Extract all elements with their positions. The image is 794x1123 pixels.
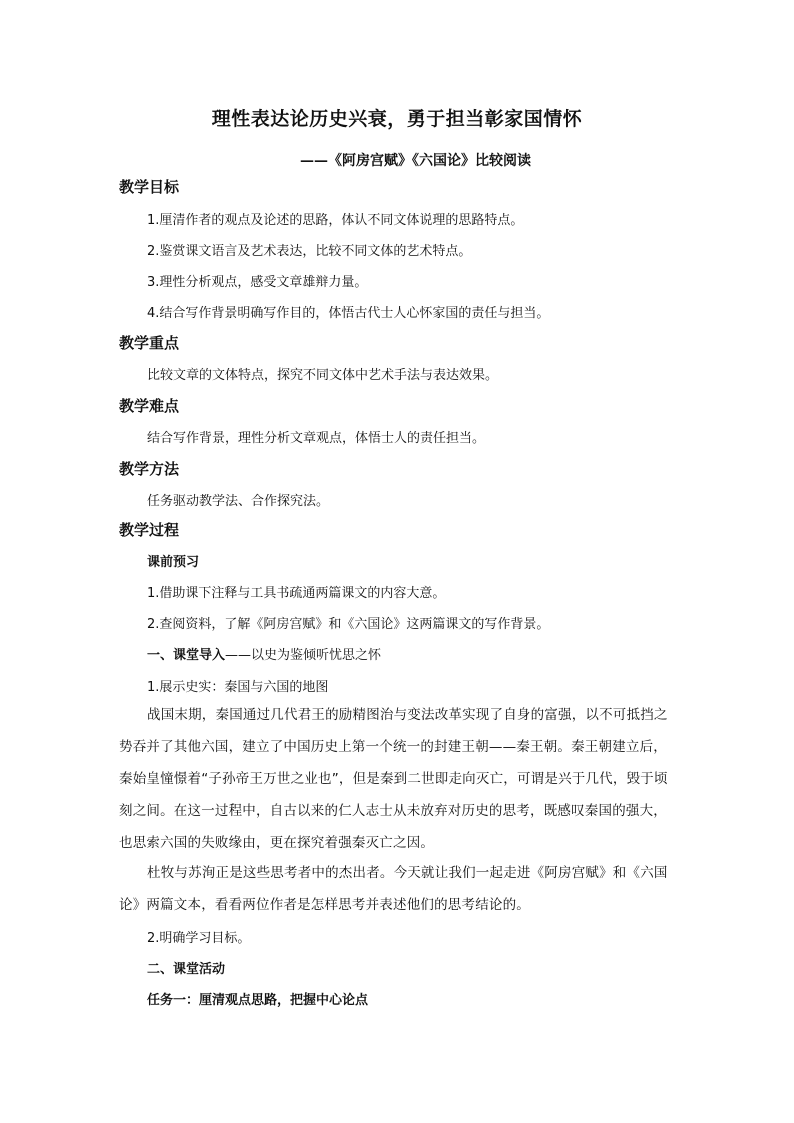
goals-heading: 教学目标: [119, 178, 180, 196]
methods-text: 任务驱动教学法、合作探究法。: [147, 494, 330, 509]
document-title: 理性表达论历史兴衰，勇于担当彰家国情怀: [211, 108, 583, 130]
task-heading: 任务一：厘清观点思路，把握中心论点: [147, 993, 369, 1008]
intro-heading-bold: 一、课堂导入: [147, 648, 226, 663]
intro-heading: [147, 644, 381, 663]
difficulties-text: 结合写作背景，理性分析文章观点，体悟士人的责任担当。: [147, 431, 486, 446]
goal-item: 4.结合写作背景明确写作目的，体悟古代士人心怀家国的责任与担当。: [147, 306, 550, 321]
goal-review-item: 2.明确学习目标。: [147, 931, 251, 946]
key-points-text: 比较文章的文体特点，探究不同文体中艺术手法与表达效果。: [147, 368, 499, 383]
activity-heading: 二、课堂活动: [147, 962, 226, 977]
intro-paragraph: 杜牧与苏洵正是这些思考者中的杰出者。今天就让我们一起走进《阿房宫赋》和《六国论》两篇文本，看看两位作者是怎样思考并表述他们的思考结论的。: [119, 865, 668, 913]
goal-item: 3.理性分析观点，感受文章雄辩力量。: [147, 275, 368, 290]
preview-item: 1.借助课下注释与工具书疏通两篇课文的内容大意。: [147, 586, 446, 601]
preview-heading: 课前预习: [147, 555, 200, 570]
goal-item: 1.厘清作者的观点及论述的思路，体认不同文体说理的思路特点。: [147, 213, 524, 228]
intro-heading-rest: ——以史为鉴倾听忧思之怀: [225, 648, 382, 663]
intro-item: 1.展示史实：秦国与六国的地图: [147, 680, 329, 695]
intro-paragraph: 战国末期，秦国通过几代君王的励精图治与变法改革实现了自身的富强，以不可抵挡之势吞并了其他六国，建立了中国历史上第一个统一的封建王朝——秦王朝。秦王朝建立后，秦始皇憧憬着“子孙帝王万世之业也”，但是秦到二世即走向灭亡，可谓是兴于几代，毁于顷刻之间。在这一过程中，自古以来的仁人志士从未放弃对历史的思考，既感叹秦国的强大，也思索六国的失败缘由，更在探究着强秦灭亡之因。: [119, 707, 668, 851]
difficulties-heading: 教学难点: [119, 397, 180, 415]
goal-item: 2.鉴赏课文语言及艺术表达，比较不同文体的艺术特点。: [147, 244, 472, 259]
document-subtitle: ——《阿房宫赋》《六国论》比较阅读: [300, 153, 531, 169]
methods-heading: 教学方法: [119, 460, 180, 478]
process-heading: 教学过程: [119, 521, 180, 539]
preview-item: 2.查阅资料，了解《阿房宫赋》和《六国论》这两篇课文的写作背景。: [147, 617, 550, 632]
key-points-heading: 教学重点: [119, 334, 180, 352]
